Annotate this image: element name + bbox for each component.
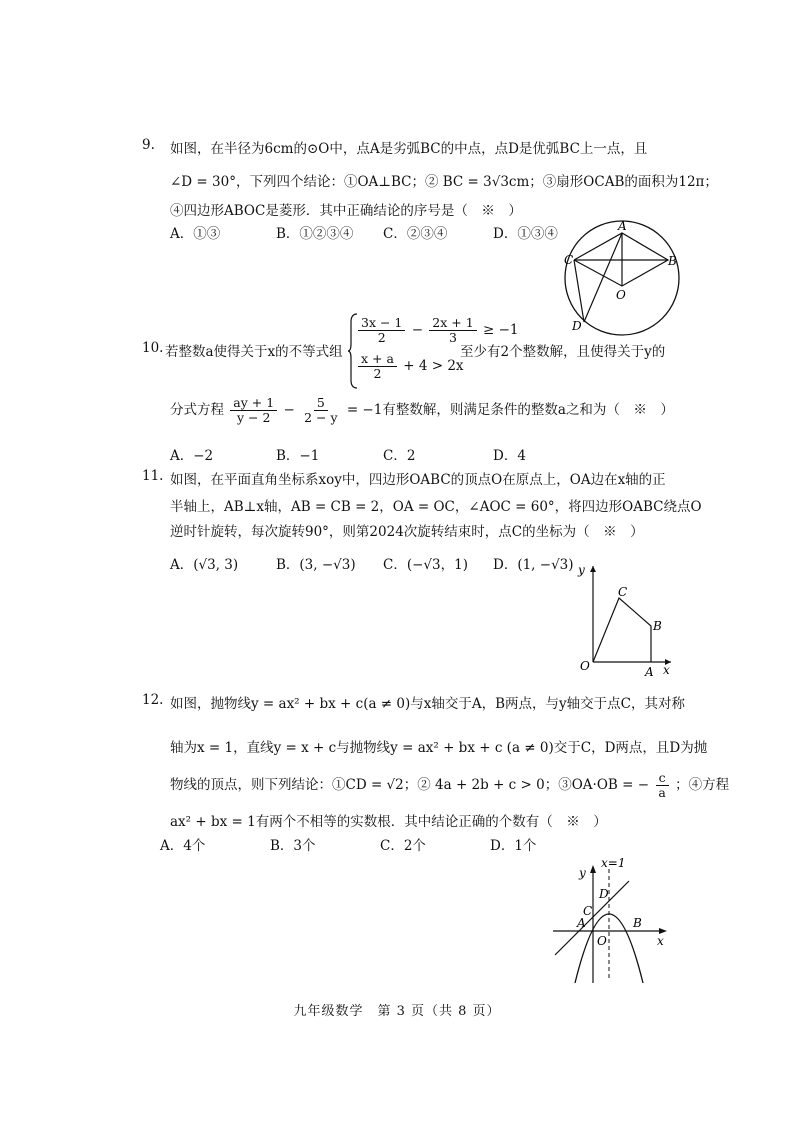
q12-option-a: A．4个 [160, 838, 206, 854]
q12-option-c: C．2个 [380, 838, 426, 854]
q12-line2: 轴为x = 1，直线y = x + c与抛物线y = ax² + bx + c (a ≠ 0)交于C，D两点，且D为抛 [170, 740, 708, 756]
q9-option-c: C．②③④ [383, 226, 448, 242]
label-b: B [633, 916, 642, 930]
q10-line2 [170, 396, 674, 425]
q11-line2: 半轴上，AB⊥x轴，AB = CB = 2，OA = OC，∠AOC = 60°，将四边形OABC绕点O [170, 499, 702, 515]
quadrilateral-oabc [593, 598, 651, 662]
y-axis-arrow [590, 865, 596, 873]
label-x-equals-1: x=1 [601, 856, 626, 870]
q11-option-d: D．(1, −√3) [493, 557, 574, 573]
q11-option-c: C．(−√3，1) [383, 557, 468, 573]
inequality-rhs: ≥ −1 [482, 321, 519, 338]
minus-sign: − [411, 321, 423, 338]
label-d: D [599, 887, 609, 901]
q10-inequality-2 [356, 352, 464, 381]
q12-line3 [170, 771, 729, 800]
q9-line3: ④四边形ABOC是菱形．其中正确结论的序号是（ ※ ） [170, 203, 522, 219]
q12-number: 12. [142, 692, 164, 708]
frac-den: y − 2 [237, 409, 271, 425]
q10-option-a: A．−2 [170, 448, 214, 464]
inequality-rhs: + 4 > 2x [403, 357, 464, 374]
frac-den: 2 [377, 329, 386, 345]
y-axis-arrow [590, 566, 596, 572]
q9-option-d: D．①③④ [493, 226, 558, 242]
q12-option-b: B．3个 [270, 838, 316, 854]
q11-option-b: B．(3, −√3) [276, 557, 356, 573]
q12-line4: ax² + bx = 1有两个不相等的实数根．其中结论正确的个数有（ ※ ） [170, 814, 607, 830]
frac-num: c [656, 771, 669, 786]
q10-option-b: B．−1 [276, 448, 320, 464]
q11-number: 11. [142, 468, 164, 484]
q9-option-b: B．①②③④ [276, 226, 354, 242]
q11-option-a: A．(√3, 3) [170, 557, 239, 573]
q11-line1: 如图，在平面直角坐标系xoy中，四边形OABC的顶点O在原点上，OA边在x轴的正 [170, 472, 666, 488]
label-a: A [645, 665, 654, 679]
label-y: y [579, 866, 586, 880]
q10-line2-lead: 分式方程 [170, 401, 224, 418]
q12-option-d: D．1个 [490, 838, 537, 854]
label-o: O [580, 659, 590, 673]
label-c: C [583, 904, 593, 918]
q9-option-a: A．①③ [170, 226, 221, 242]
frac-den: 2 − y [304, 409, 338, 425]
label-a: A [618, 219, 627, 233]
label-b: B [653, 619, 662, 633]
q12-line3-lead: 物线的顶点，则下列结论：①CD = √2；② 4a + 2b + c > 0；③OA·OB = − [170, 776, 650, 793]
q10-line2-tail: = −1有整数解，则满足条件的整数a之和为（ ※ ） [346, 401, 674, 418]
q9-number: 9. [142, 137, 155, 153]
label-o: O [616, 288, 626, 302]
frac-den: 3 [449, 329, 457, 345]
frac-num: 5 [314, 396, 328, 411]
q11-line3: 逆时针旋转，每次旋转90°，则第2024次旋转结束时，点C的坐标为（ ※ ） [170, 524, 644, 540]
q9-line2: ∠D = 30°，下列四个结论：①OA⊥BC；② BC = 3√3cm；③扇形OCAB的面积为12π； [170, 174, 718, 190]
label-c: C [618, 585, 628, 599]
label-c: C [564, 253, 574, 267]
q10-lead: 若整数a使得关于x的不等式组 [165, 344, 343, 360]
label-y: y [578, 563, 585, 577]
q10-option-c: C．2 [383, 448, 416, 464]
q9-line1: 如图，在半径为6cm的⊙O中，点A是劣弧BC的中点，点D是优弧BC上一点，且 [170, 141, 648, 157]
minus-sign: − [283, 401, 295, 418]
segment-da [584, 233, 622, 322]
label-x: x [663, 663, 670, 677]
q12-line3-tail: ；④方程 [675, 776, 730, 793]
label-x: x [657, 934, 664, 948]
segment-dc [574, 260, 584, 322]
frac-num: 3x − 1 [358, 316, 405, 331]
frac-num: ay + 1 [230, 396, 277, 411]
q10-tail: 至少有2个整数解，且使得关于y的 [460, 344, 666, 360]
label-b: B [668, 254, 677, 268]
q12-line1: 如图，抛物线y = ax² + bx + c(a ≠ 0)与x轴交于A，B两点，与y轴交于点C，其对称 [170, 696, 686, 712]
q10-number: 10. [142, 340, 164, 356]
frac-num: x + a [358, 352, 397, 367]
q10-option-d: D．4 [493, 448, 526, 464]
frac-num: 2x + 1 [429, 316, 476, 331]
label-d: D [572, 319, 582, 333]
q11-coordinate-figure [575, 560, 675, 680]
label-a: A [577, 916, 586, 930]
frac-den: 2 [373, 365, 382, 381]
page-footer: 九年级数学 第 3 页（共 8 页） [293, 1004, 501, 1019]
label-o: O [597, 934, 607, 948]
q12-parabola-figure [545, 855, 675, 990]
q9-circle-figure [560, 218, 680, 343]
frac-den: a [658, 784, 666, 800]
